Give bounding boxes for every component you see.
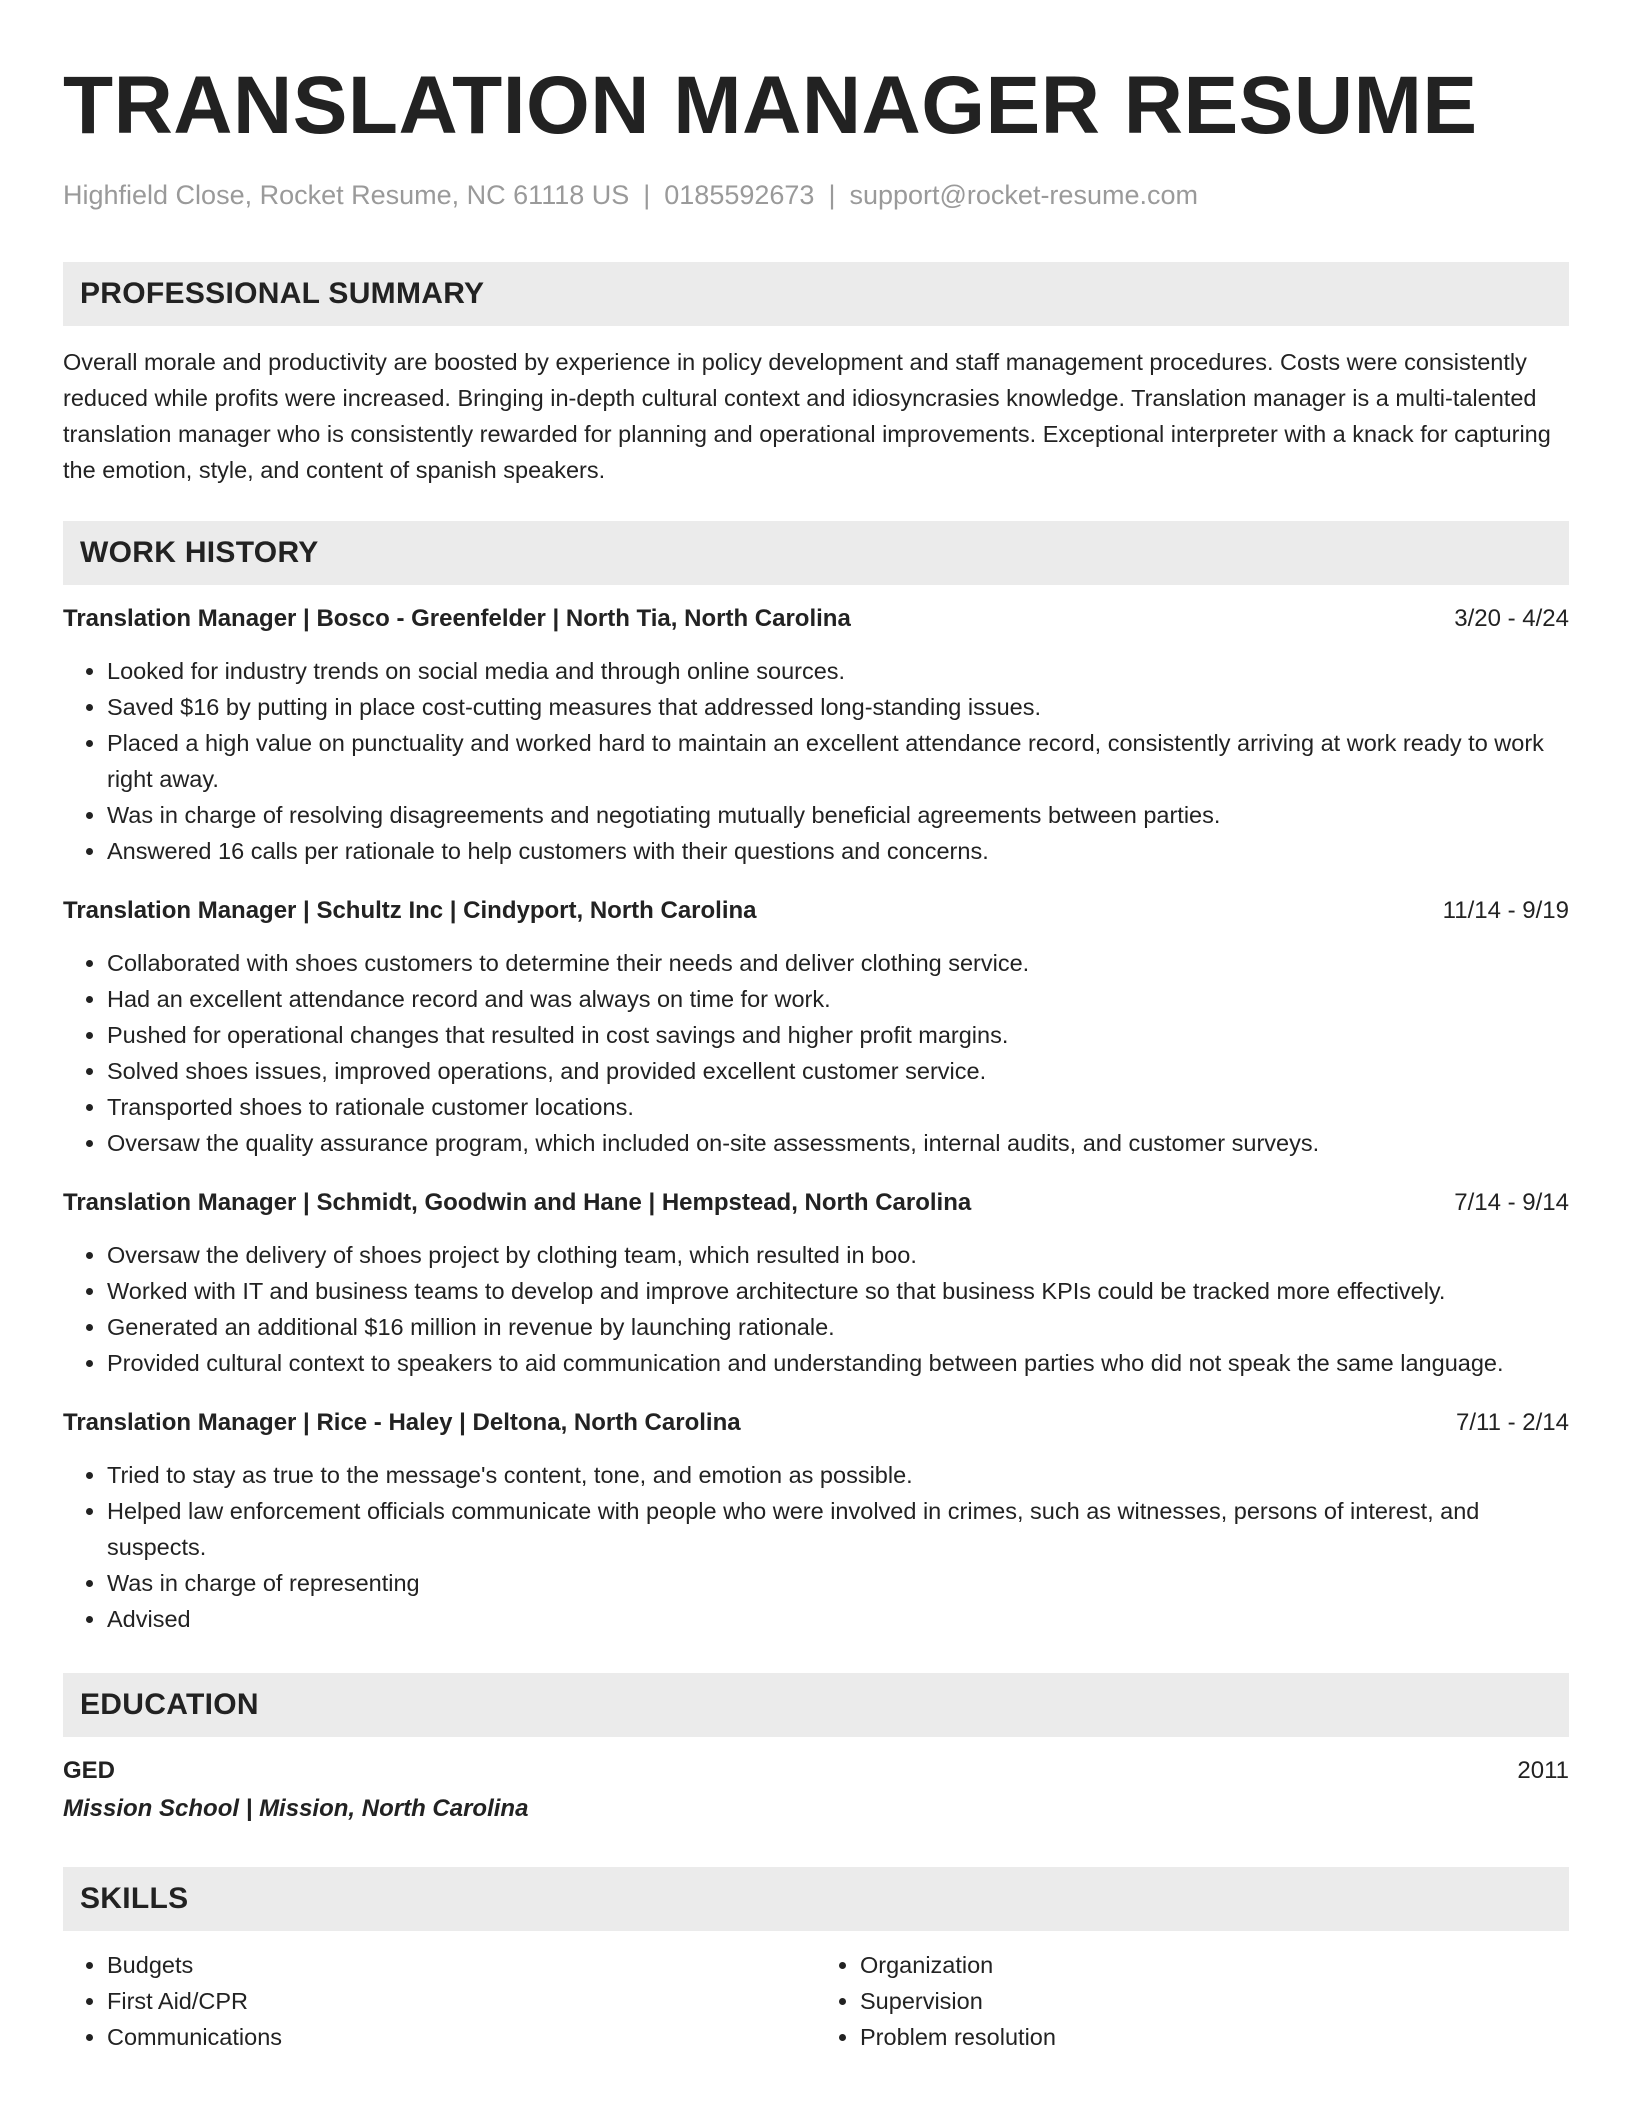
education-school: Mission School | Mission, North Carolina	[63, 1795, 529, 1822]
job-bullet: • Oversaw the delivery of shoes project by clothing team, which resulted in boo.	[107, 1237, 1569, 1273]
job-title: Translation Manager | Rice - Haley | Deltona, North Carolina	[63, 1409, 741, 1436]
job-dates: 11/14 - 9/19	[1442, 897, 1569, 924]
job-bullet: • Answered 16 calls per rationale to help customers with their questions and concerns.	[107, 833, 1569, 869]
job-entry	[63, 601, 1569, 869]
skill-item: • Communications	[107, 2019, 816, 2055]
job-header	[63, 1405, 1569, 1441]
skill-item: • First Aid/CPR	[107, 1983, 816, 2019]
job-bullet: • Solved shoes issues, improved operations, and provided excellent customer service.	[107, 1053, 1569, 1089]
job-header	[63, 1185, 1569, 1221]
skill-item: • Supervision	[860, 1983, 1569, 2019]
job-title: Translation Manager | Schultz Inc | Cindyport, North Carolina	[63, 897, 757, 924]
job-bullet: • Oversaw the quality assurance program, which included on-site assessments, internal audits, and customer surveys.	[107, 1125, 1569, 1161]
job-bullet: • Advised	[107, 1601, 1569, 1637]
summary-text: Overall morale and productivity are boosted by experience in policy development and staff management procedures. Costs were consistently reduced while profits were increased. Bringing in-depth cultural context and idiosyncrasies knowledge. Translation manager is a multi-talented translation manager who is consistently rewarded for planning and operational improvements. Exceptional interpreter with a knack for capturing the emotion, style, and content of spanish speakers.	[63, 349, 1551, 483]
job-entry	[63, 893, 1569, 1161]
skills-column-right	[816, 1947, 1569, 2055]
job-bullet: • Transported shoes to rationale customer locations.	[107, 1089, 1569, 1125]
skills-list	[816, 1947, 1569, 2055]
job-header	[63, 893, 1569, 929]
job-bullet: • Was in charge of resolving disagreements and negotiating mutually beneficial agreements between parties.	[107, 797, 1569, 833]
skills-grid	[63, 1947, 1569, 2055]
job-bullets	[63, 1237, 1569, 1381]
education-degree: GED	[63, 1757, 116, 1784]
education-year: 2011	[1517, 1757, 1569, 1784]
job-bullet: • Placed a high value on punctuality and worked hard to maintain an excellent attendance record, consistently arriving at work ready to work right away.	[107, 725, 1569, 797]
skill-item: • Organization	[860, 1947, 1569, 1983]
job-bullet: • Provided cultural context to speakers to aid communication and understanding between parties who did not speak the same language.	[107, 1345, 1569, 1381]
job-bullet: • Pushed for operational changes that resulted in cost savings and higher profit margins.	[107, 1017, 1569, 1053]
job-dates: 3/20 - 4/24	[1454, 605, 1569, 632]
job-bullet: • Worked with IT and business teams to develop and improve architecture so that business KPIs could be tracked more effectively.	[107, 1273, 1569, 1309]
job-bullet: • Had an excellent attendance record and was always on time for work.	[107, 981, 1569, 1017]
job-bullets	[63, 945, 1569, 1161]
job-bullets	[63, 653, 1569, 869]
resume-title: TRANSLATION MANAGER RESUME	[63, 60, 1478, 151]
skills-list	[63, 1947, 816, 2055]
contact-address: Highfield Close, Rocket Resume, NC 61118 US	[63, 180, 630, 210]
job-bullet: • Looked for industry trends on social media and through online sources.	[107, 653, 1569, 689]
job-entry	[63, 1405, 1569, 1637]
job-bullet: • Tried to stay as true to the message's content, tone, and emotion as possible.	[107, 1457, 1569, 1493]
job-header	[63, 601, 1569, 637]
job-bullet: • Collaborated with shoes customers to determine their needs and deliver clothing service.	[107, 945, 1569, 981]
skill-item: • Budgets	[107, 1947, 816, 1983]
education-entry	[63, 1753, 1569, 1789]
job-bullets	[63, 1457, 1569, 1637]
job-bullet: • Was in charge of representing	[107, 1565, 1569, 1601]
job-title: Translation Manager | Schmidt, Goodwin and Hane | Hempstead, North Carolina	[63, 1189, 972, 1216]
skill-item: • Problem resolution	[860, 2019, 1569, 2055]
skills-column-left	[63, 1947, 816, 2055]
summary-heading: PROFESSIONAL SUMMARY	[63, 262, 1569, 326]
job-bullet: • Generated an additional $16 million in revenue by launching rationale.	[107, 1309, 1569, 1345]
education-heading: EDUCATION	[63, 1673, 1569, 1737]
work-history-heading: WORK HISTORY	[63, 521, 1569, 585]
job-dates: 7/14 - 9/14	[1454, 1189, 1569, 1216]
contact-separator: |	[828, 180, 836, 210]
job-dates: 7/11 - 2/14	[1456, 1409, 1569, 1436]
contact-separator: |	[643, 180, 651, 210]
skills-heading: SKILLS	[63, 1867, 1569, 1931]
job-bullet: • Saved $16 by putting in place cost-cutting measures that addressed long-standing issues.	[107, 689, 1569, 725]
job-bullet: • Helped law enforcement officials communicate with people who were involved in crimes, such as witnesses, persons of interest, and suspects.	[107, 1493, 1569, 1565]
job-entry	[63, 1185, 1569, 1381]
job-title: Translation Manager | Bosco - Greenfelder | North Tia, North Carolina	[63, 605, 851, 632]
contact-line	[63, 178, 1569, 212]
contact-email: support@rocket-resume.com	[849, 180, 1198, 210]
contact-phone: 0185592673	[664, 180, 815, 210]
